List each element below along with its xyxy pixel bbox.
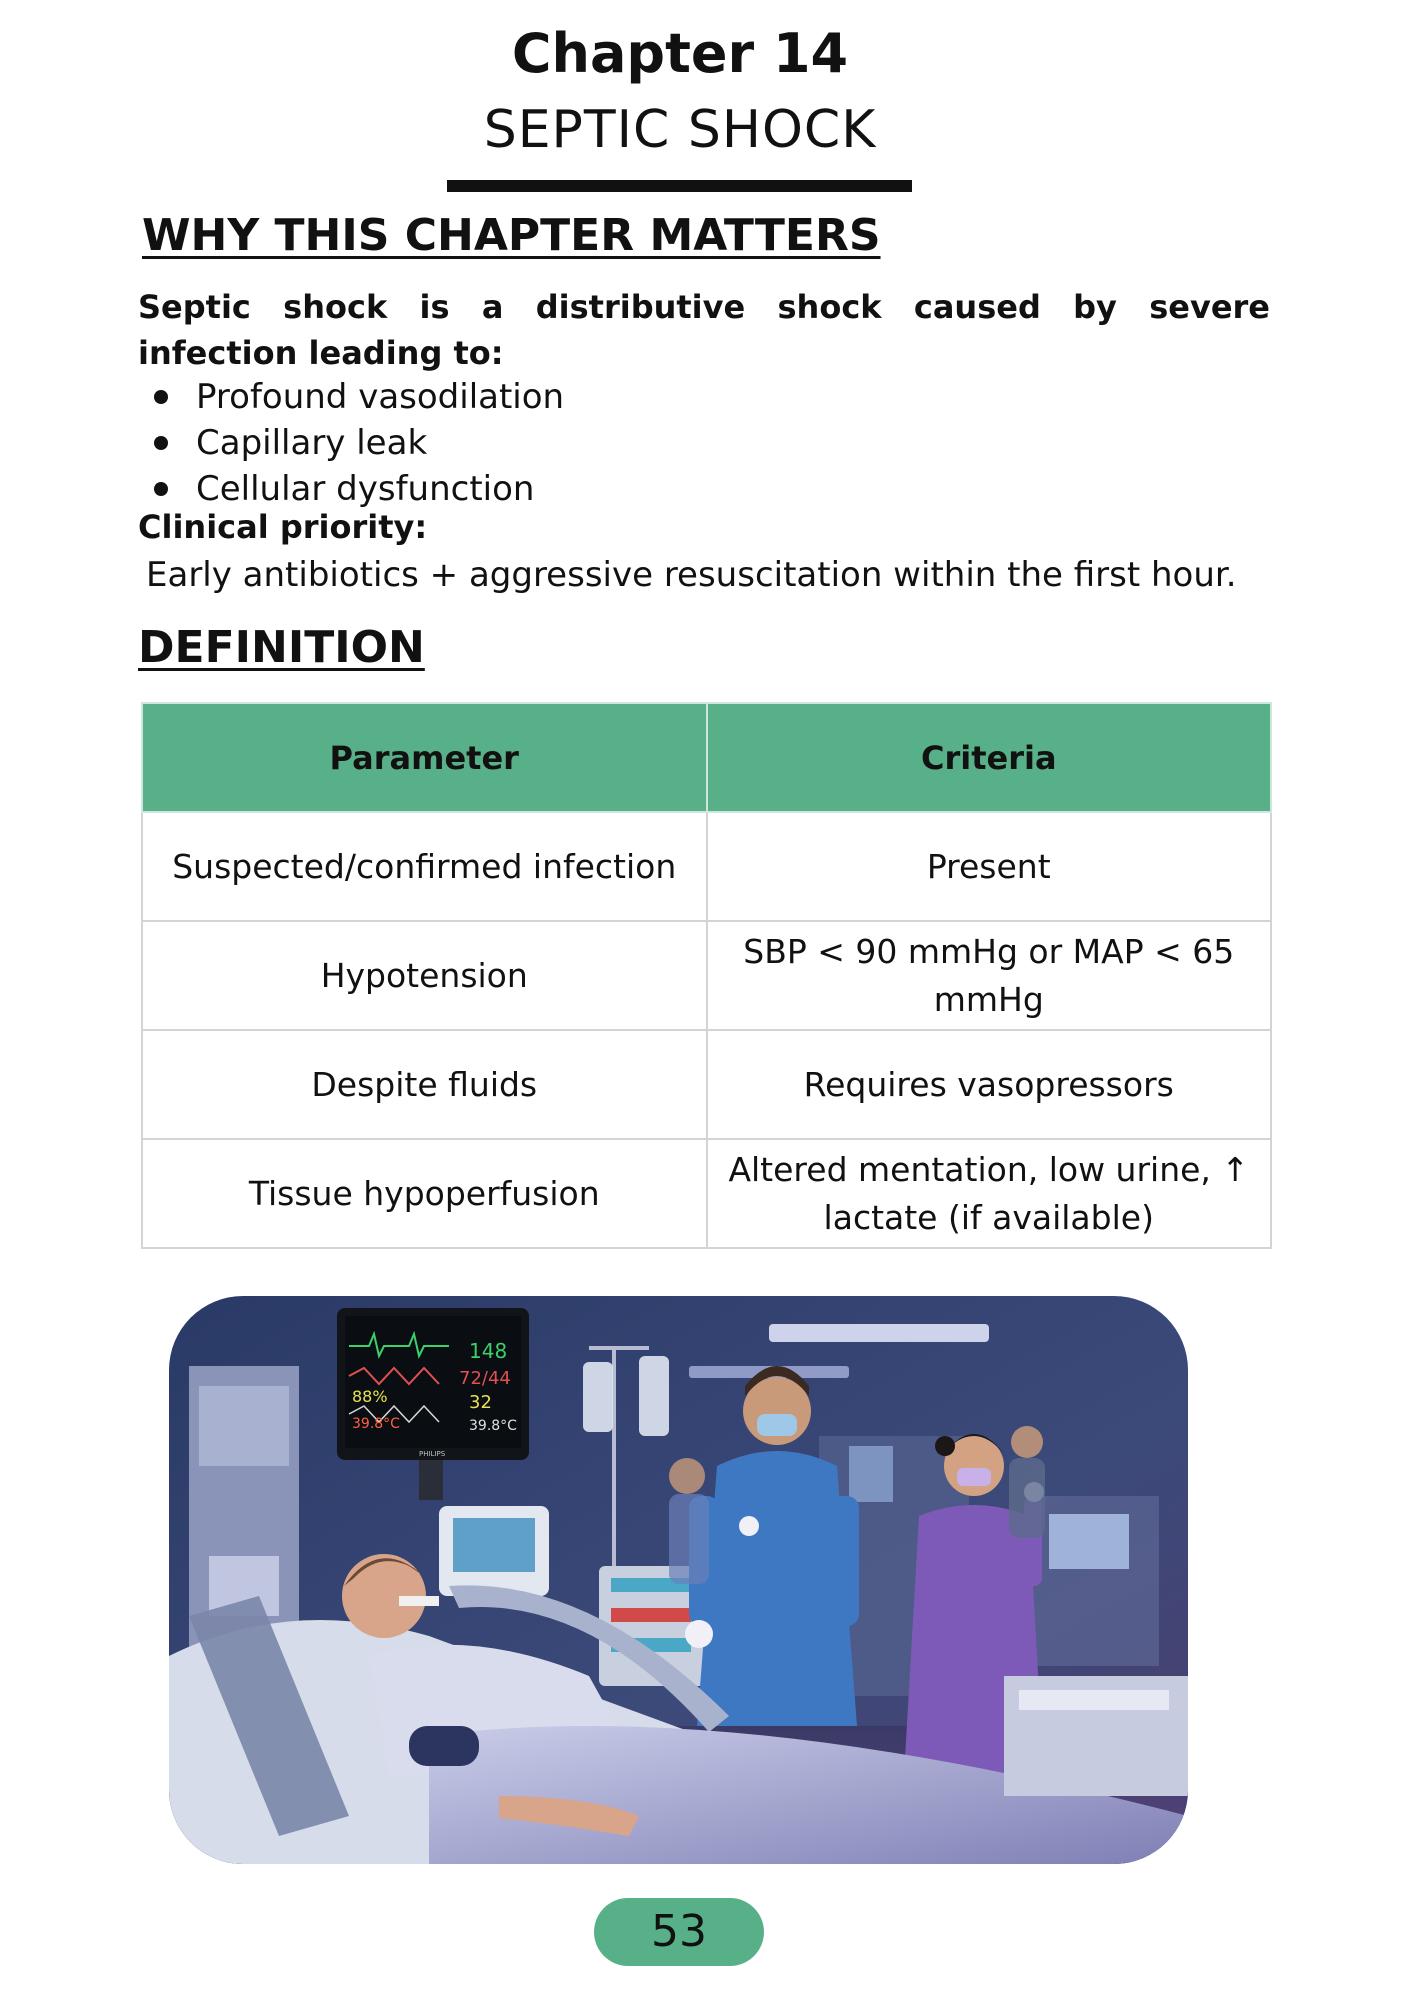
list-item-text: Capillary leak — [196, 423, 428, 463]
table-cell-criteria: Altered mentation, low urine, ↑ lactate (if available) — [707, 1139, 1272, 1248]
table-cell-criteria: Requires vasopressors — [707, 1030, 1272, 1139]
bullet-icon — [154, 482, 168, 496]
bullet-icon — [154, 436, 168, 450]
column-header-parameter: Parameter — [142, 703, 707, 812]
monitor-hr: 148 — [469, 1339, 508, 1363]
clinical-priority-label: Clinical priority: — [138, 508, 428, 546]
list-item — [150, 374, 564, 420]
table-cell-parameter: Despite fluids — [142, 1030, 707, 1139]
page-number-badge: 53 — [594, 1898, 764, 1966]
table-row — [142, 921, 1271, 1030]
list-item-text: Cellular dysfunction — [196, 469, 535, 509]
monitor-brand: PHILIPS — [419, 1450, 446, 1458]
chapter-title: SEPTIC SHOCK — [483, 100, 877, 160]
table-cell-criteria: Present — [707, 812, 1272, 921]
bullet-icon — [154, 390, 168, 404]
table-cell-criteria: SBP < 90 mmHg or MAP < 65 mmHg — [707, 921, 1272, 1030]
section-heading-definition: DEFINITION — [138, 622, 425, 673]
monitor-temp-right: 39.8°C — [469, 1418, 517, 1434]
list-item — [150, 466, 564, 512]
icu-scene-illustration — [169, 1296, 1188, 1864]
section-heading-why: WHY THIS CHAPTER MATTERS — [142, 210, 881, 261]
icu-photo — [169, 1296, 1188, 1864]
table-header-row — [142, 703, 1271, 812]
list-item — [150, 420, 564, 466]
definition-table — [141, 702, 1272, 1249]
column-header-criteria: Criteria — [707, 703, 1272, 812]
bullet-list — [150, 374, 564, 512]
monitor-rr: 32 — [469, 1392, 492, 1413]
table-row — [142, 1030, 1271, 1139]
table-cell-parameter: Suspected/confirmed infection — [142, 812, 707, 921]
title-divider — [447, 180, 912, 192]
clinical-priority-text: Early antibiotics + aggressive resuscitation within the first hour. — [146, 555, 1237, 595]
monitor-spo2: 88% — [352, 1387, 388, 1406]
list-item-text: Profound vasodilation — [196, 377, 565, 417]
table-row — [142, 1139, 1271, 1248]
table-row — [142, 812, 1271, 921]
chapter-number: Chapter 14 — [511, 22, 849, 85]
table-cell-parameter: Hypotension — [142, 921, 707, 1030]
monitor-bp: 72/44 — [459, 1368, 511, 1389]
intro-paragraph: Septic shock is a distributive shock caused by severe infection leading to: — [138, 288, 1270, 372]
monitor-temp-left: 39.8°C — [352, 1416, 400, 1432]
table-cell-parameter: Tissue hypoperfusion — [142, 1139, 707, 1248]
